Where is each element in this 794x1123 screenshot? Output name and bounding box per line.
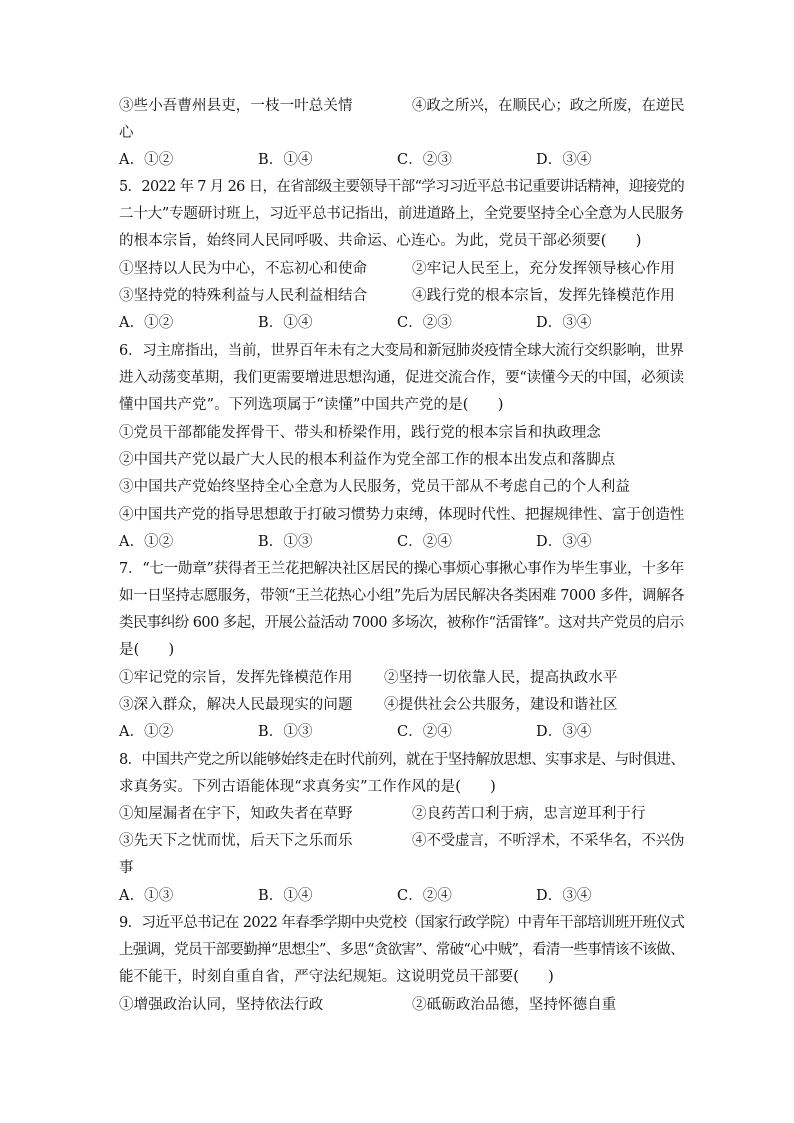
q7-option-2: ②坚持一切依靠人民，提高执政水平 (384, 670, 618, 686)
q6-option-4: ④中国共产党的指导思想敢于打破习惯势力束缚，体现时代性、把握规律性、富于创造性 (119, 507, 685, 523)
q7-choice-a: A．①② (119, 724, 174, 740)
q8-choice-d: D．③④ (536, 888, 592, 904)
q8-option-4-cont: 事 (119, 860, 134, 876)
q5-option-3: ③坚持党的特殊利益与人民利益相结合 (119, 288, 368, 304)
q7-choice-d: D．③④ (536, 724, 592, 740)
q6-choice-a: A．①② (119, 534, 174, 550)
q4-option-4: ④政之所兴，在顺民心；政之所废，在逆民 (412, 98, 685, 114)
q7-choice-c: C．②④ (397, 724, 452, 740)
q4-choice-b: B．①④ (258, 152, 313, 168)
q7-option-4: ④提供社会公共服务，建设和谐社区 (384, 697, 618, 713)
q6-choice-c: C．②④ (397, 534, 452, 550)
q8-option-4: ④不受虚言，不听浮术，不采华名，不兴伪 (412, 833, 685, 849)
q8-option-1: ①知屋漏者在宇下，知政失者在草野 (119, 806, 353, 822)
q5-stem-line: 5．2022 年 7 月 26 日，在省部级主要领导干部“学习习近平总书记重要讲话精神，迎接党的 (119, 179, 685, 195)
q5-option-2: ②牢记人民至上，充分发挥领导核心作用 (412, 261, 675, 277)
q6-option-1: ①党员干部都能发挥骨干、带头和桥梁作用，践行党的根本宗旨和执政理念 (119, 425, 601, 441)
q4-choice-c: C．②③ (397, 152, 452, 168)
q7-choice-b: B．①③ (258, 724, 313, 740)
q5-stem-line: 二十大”专题研讨班上，习近平总书记指出，前进道路上，全党要坚持全心全意为人民服务 (119, 206, 684, 222)
q9-option-2: ②砥砺政治品德，坚持怀德自重 (412, 997, 617, 1013)
q4-option-4-cont: 心 (119, 125, 134, 141)
q6-option-3: ③中国共产党始终坚持全心全意为人民服务，党员干部从不考虑自己的个人利益 (119, 479, 630, 495)
q4-option-3: ③些小吾曹州县吏，一枝一叶总关情 (119, 98, 353, 114)
q8-choice-b: B．①④ (258, 888, 313, 904)
q7-option-3: ③深入群众，解决人民最现实的问题 (119, 697, 353, 713)
q6-choice-b: B．①③ (258, 534, 313, 550)
q8-choice-c: C．②④ (397, 888, 452, 904)
q7-stem-line: 是( ) (119, 642, 175, 658)
q8-stem-line: 求真务实。下列古语能体现“求真务实”工作作风的是( ) (119, 779, 496, 795)
q7-stem-line: 类民事纠纷 600 多起，开展公益活动 7000 多场次，被称作“活雷锋”。这对共产党员的启示 (119, 615, 684, 631)
q9-stem-line: 9．习近平总书记在 2022 年春季学期中央党校（国家行政学院）中青年干部培训班开班仪式 (119, 915, 685, 931)
q5-choice-c: C．②③ (397, 315, 452, 331)
q8-option-2: ②良药苦口利于病，忠言逆耳利于行 (412, 806, 646, 822)
q5-option-1: ①坚持以人民为中心，不忘初心和使命 (119, 261, 368, 277)
q5-choice-a: A．①② (119, 315, 174, 331)
q8-option-3: ③先天下之忧而忧，后天下之乐而乐 (119, 833, 353, 849)
q7-option-1: ①牢记党的宗旨，发挥先锋模范作用 (119, 670, 353, 686)
q9-option-1: ①增强政治认同，坚持依法行政 (119, 997, 324, 1013)
q6-choice-d: D．③④ (536, 534, 592, 550)
q4-choice-d: D．③④ (536, 152, 592, 168)
q8-choice-a: A．①③ (119, 888, 174, 904)
q9-stem-line: 能不能干，时刻自重自省，严守法纪规矩。这说明党员干部要( ) (119, 969, 554, 985)
q4-choice-a: A．①② (119, 152, 174, 168)
q7-stem-line: 7．“七一勋章”获得者王兰花把解决社区居民的操心事烦心事揪心事作为毕生事业，十多年 (119, 561, 685, 577)
q5-option-4: ④践行党的根本宗旨，发挥先锋模范作用 (412, 288, 675, 304)
q9-stem-line: 上强调，党员干部要勤掸“思想尘”、多思“贪欲害”、常破“心中贼”，看清一些事情该不该做、 (119, 942, 684, 958)
q6-stem-line: 6．习主席指出，当前，世界百年未有之大变局和新冠肺炎疫情全球大流行交织影响，世界 (119, 343, 684, 359)
q6-stem-line: 进入动荡变革期，我们更需要增进思想沟通，促进交流合作，要“读懂今天的中国，必须读 (119, 370, 684, 386)
q7-stem-line: 如一日坚持志愿服务，带领“王兰花热心小组”先后为居民解决各类困难 7000 多件，调解各 (119, 588, 685, 604)
q5-choice-b: B．①④ (258, 315, 313, 331)
q5-choice-d: D．③④ (536, 315, 592, 331)
q5-stem-line: 的根本宗旨，始终同人民同呼吸、共命运、心连心。为此，党员干部必须要( ) (119, 233, 642, 249)
q6-option-2: ②中国共产党以最广大人民的根本利益作为党全部工作的根本出发点和落脚点 (119, 452, 616, 468)
q6-stem-line: 懂中国共产党”。下列选项属于“读懂”中国共产党的是( ) (119, 397, 504, 413)
q8-stem-line: 8．中国共产党之所以能够始终走在时代前列，就在于坚持解放思想、实事求是、与时俱进、 (119, 752, 685, 768)
